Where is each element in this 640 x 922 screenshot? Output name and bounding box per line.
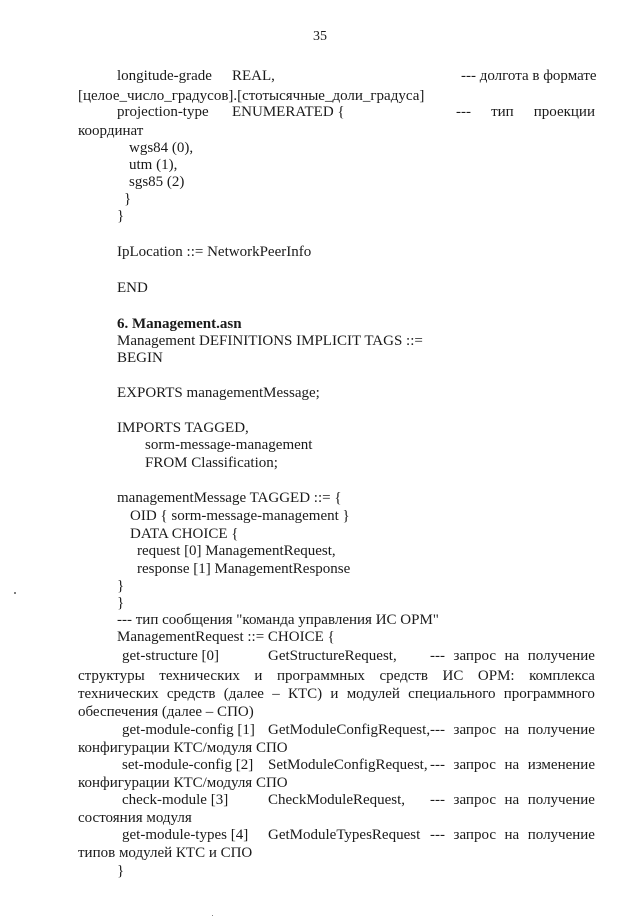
comment-word: структуры bbox=[78, 668, 145, 684]
management-message-declaration: managementMessage TAGGED ::= { bbox=[117, 490, 342, 506]
comment-word: --- bbox=[430, 648, 445, 664]
projection-comment-word: --- bbox=[456, 104, 471, 120]
closing-brace: } bbox=[117, 595, 125, 611]
choice-comment bbox=[430, 792, 595, 809]
scan-speck bbox=[212, 915, 213, 916]
choice-comment-end: конфигурации КТС/модуля СПО bbox=[78, 775, 288, 791]
comment-word: получение bbox=[527, 792, 595, 808]
comment-word: программных bbox=[276, 668, 365, 684]
comment-word: на bbox=[504, 757, 520, 773]
data-choice-line: DATA CHOICE { bbox=[130, 526, 239, 542]
comment-word: --- bbox=[430, 757, 445, 773]
comment-word: модулей bbox=[346, 686, 400, 702]
comment-word: запрос bbox=[453, 757, 496, 773]
oid-line: OID { sorm-message-management } bbox=[130, 508, 350, 524]
choice-comment-end: состояния модуля bbox=[78, 810, 192, 826]
comment-word: ИС bbox=[442, 668, 464, 684]
comment-word: получение bbox=[527, 648, 595, 664]
projection-comment-word: проекции bbox=[533, 104, 595, 120]
comment-word: изменение bbox=[527, 757, 595, 773]
choice-comment bbox=[430, 722, 595, 739]
comment-word: запрос bbox=[453, 722, 496, 738]
comment-word: получение bbox=[527, 722, 595, 738]
longitude-field-type: REAL, bbox=[232, 68, 275, 84]
scan-speck bbox=[14, 592, 16, 594]
comment-word: средств bbox=[379, 668, 428, 684]
choice-name: set-module-config [2] bbox=[122, 757, 254, 773]
choice-comment bbox=[430, 827, 595, 844]
comment-word: программного bbox=[503, 686, 595, 702]
page-number: 35 bbox=[313, 29, 327, 44]
comment-line: --- тип сообщения "команда управления ИС ОРМ" bbox=[117, 612, 439, 628]
longitude-field-name: longitude-grade bbox=[117, 68, 212, 84]
closing-brace: } bbox=[117, 578, 125, 594]
closing-brace: } bbox=[117, 863, 125, 879]
projection-comment bbox=[456, 104, 595, 121]
choice-name: get-module-types [4] bbox=[122, 827, 249, 843]
imports-line: IMPORTS TAGGED, bbox=[117, 420, 249, 436]
comment-word: (далее bbox=[223, 686, 264, 702]
choice-name: get-structure [0] bbox=[122, 648, 220, 664]
comment-word: запрос bbox=[453, 792, 496, 808]
comment-word: – bbox=[272, 686, 280, 702]
comment-word: КТС) bbox=[287, 686, 323, 702]
enum-value: utm (1), bbox=[129, 157, 178, 173]
comment-word: специального bbox=[408, 686, 496, 702]
comment-word: средств bbox=[166, 686, 216, 702]
imports-from: FROM Classification; bbox=[145, 455, 278, 471]
choice-comment bbox=[430, 757, 595, 774]
imports-item: sorm-message-management bbox=[145, 437, 313, 453]
comment-word: комплекса bbox=[529, 668, 595, 684]
longitude-comment: --- долгота в формате bbox=[461, 68, 597, 84]
choice-type: SetModuleConfigRequest, bbox=[268, 757, 428, 773]
comment-word: технических bbox=[159, 668, 240, 684]
choice-comment-end: типов модулей КТС и СПО bbox=[78, 845, 253, 861]
closing-brace: } bbox=[124, 191, 132, 207]
begin-keyword: BEGIN bbox=[117, 350, 163, 366]
response-choice: response [1] ManagementResponse bbox=[137, 561, 351, 577]
choice-comment-continuation bbox=[78, 668, 595, 685]
section-heading: 6. Management.asn bbox=[117, 316, 242, 332]
choice-type: GetModuleTypesRequest bbox=[268, 827, 421, 843]
projection-comment-word: тип bbox=[491, 104, 514, 120]
comment-word: запрос bbox=[453, 648, 496, 664]
management-request-declaration: ManagementRequest ::= CHOICE { bbox=[117, 629, 335, 645]
comment-word: запрос bbox=[453, 827, 496, 843]
iplocation-definition: IpLocation ::= NetworkPeerInfo bbox=[117, 244, 312, 260]
choice-name: get-module-config [1] bbox=[122, 722, 255, 738]
exports-line: EXPORTS managementMessage; bbox=[117, 385, 320, 401]
request-choice: request [0] ManagementRequest, bbox=[137, 543, 336, 559]
projection-field-name: projection-type bbox=[117, 104, 209, 120]
enum-value: sgs85 (2) bbox=[129, 174, 185, 190]
comment-word: на bbox=[504, 648, 520, 664]
comment-word: --- bbox=[430, 722, 445, 738]
comment-word: получение bbox=[527, 827, 595, 843]
comment-word: технических bbox=[78, 686, 159, 702]
comment-word: --- bbox=[430, 827, 445, 843]
comment-word: и bbox=[254, 668, 263, 684]
comment-word: и bbox=[330, 686, 339, 702]
longitude-format: [целое_число_градусов].[стотысячные_доли_градуса] bbox=[78, 88, 425, 104]
comment-word: ОРМ: bbox=[477, 668, 515, 684]
choice-type: GetModuleConfigRequest, bbox=[268, 722, 431, 738]
comment-word: на bbox=[504, 827, 520, 843]
comment-word: на bbox=[504, 792, 520, 808]
projection-comment-continuation: координат bbox=[78, 123, 144, 139]
choice-name: check-module [3] bbox=[122, 792, 229, 808]
choice-comment-end: конфигурации КТС/модуля СПО bbox=[78, 740, 288, 756]
closing-brace: } bbox=[117, 208, 125, 224]
choice-comment-continuation bbox=[78, 686, 595, 703]
choice-type: GetStructureRequest, bbox=[268, 648, 397, 664]
choice-comment bbox=[430, 648, 595, 665]
comment-word: на bbox=[504, 722, 520, 738]
projection-field-type: ENUMERATED { bbox=[232, 104, 345, 120]
module-definitions: Management DEFINITIONS IMPLICIT TAGS ::= bbox=[117, 333, 423, 349]
comment-word: --- bbox=[430, 792, 445, 808]
choice-comment-end: обеспечения (далее – СПО) bbox=[78, 704, 254, 720]
enum-value: wgs84 (0), bbox=[129, 140, 194, 156]
end-keyword: END bbox=[117, 280, 148, 296]
choice-type: CheckModuleRequest, bbox=[268, 792, 406, 808]
